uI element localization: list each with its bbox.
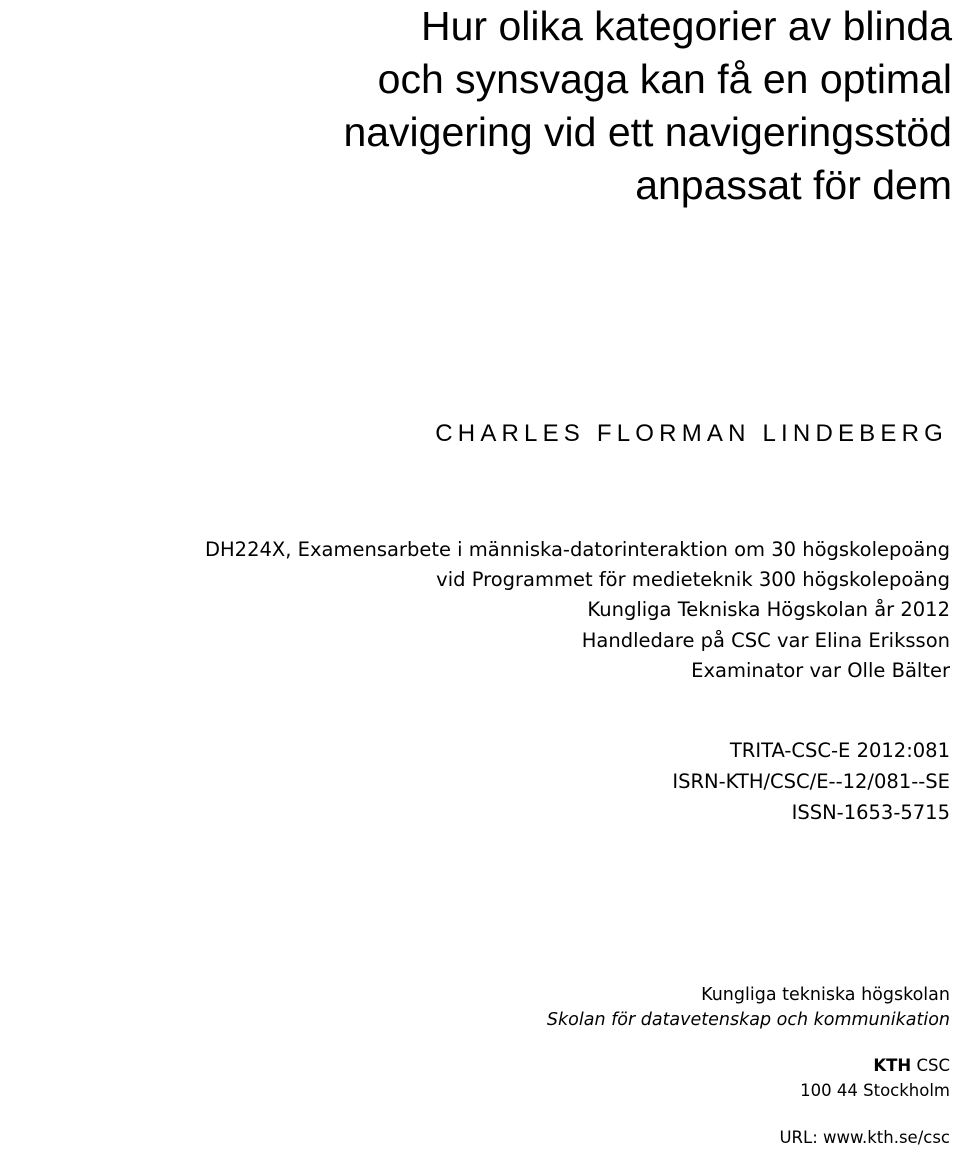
programme-line: vid Programmet för medieteknik 300 högskolepoäng [436, 568, 950, 592]
university-year-line: Kungliga Tekniska Högskolan år 2012 [587, 598, 950, 622]
website-url: URL: www.kth.se/csc [779, 1128, 950, 1147]
title-line-2: och synsvaga kan få en optimal [377, 56, 952, 102]
school-name: Skolan för datavetenskap och kommunikation [546, 1010, 950, 1030]
course-line: DH224X, Examensarbete i människa-datorinteraktion om 30 högskolepoäng [205, 538, 950, 561]
thesis-title [343, 0, 952, 212]
report-identifiers [672, 735, 950, 828]
postal-city: 100 44 Stockholm [800, 1081, 950, 1100]
title-line-4: anpassat för dem [635, 162, 952, 208]
kth-csc-line [547, 1053, 950, 1078]
institution-name: Kungliga tekniska högskolan [701, 985, 950, 1005]
trita-number: TRITA-CSC-E 2012:081 [729, 739, 950, 762]
csc-label: CSC [911, 1056, 950, 1075]
isrn-number: ISRN-KTH/CSC/E--12/081--SE [672, 770, 950, 793]
institution-footer [547, 983, 950, 1150]
title-line-1: Hur olika kategorier av blinda [421, 3, 952, 49]
postal-address [547, 1053, 950, 1103]
supervisor-line: Handledare på CSC var Elina Eriksson [581, 628, 950, 652]
thesis-details [205, 535, 950, 686]
kth-label: KTH [873, 1056, 912, 1075]
examiner-line: Examinator var Olle Bälter [691, 658, 950, 682]
issn-number: ISSN-1653-5715 [791, 801, 950, 824]
title-line-3: navigering vid ett navigeringsstöd [343, 109, 952, 155]
author-name: CHARLES FLORMAN LINDEBERG [435, 420, 948, 447]
